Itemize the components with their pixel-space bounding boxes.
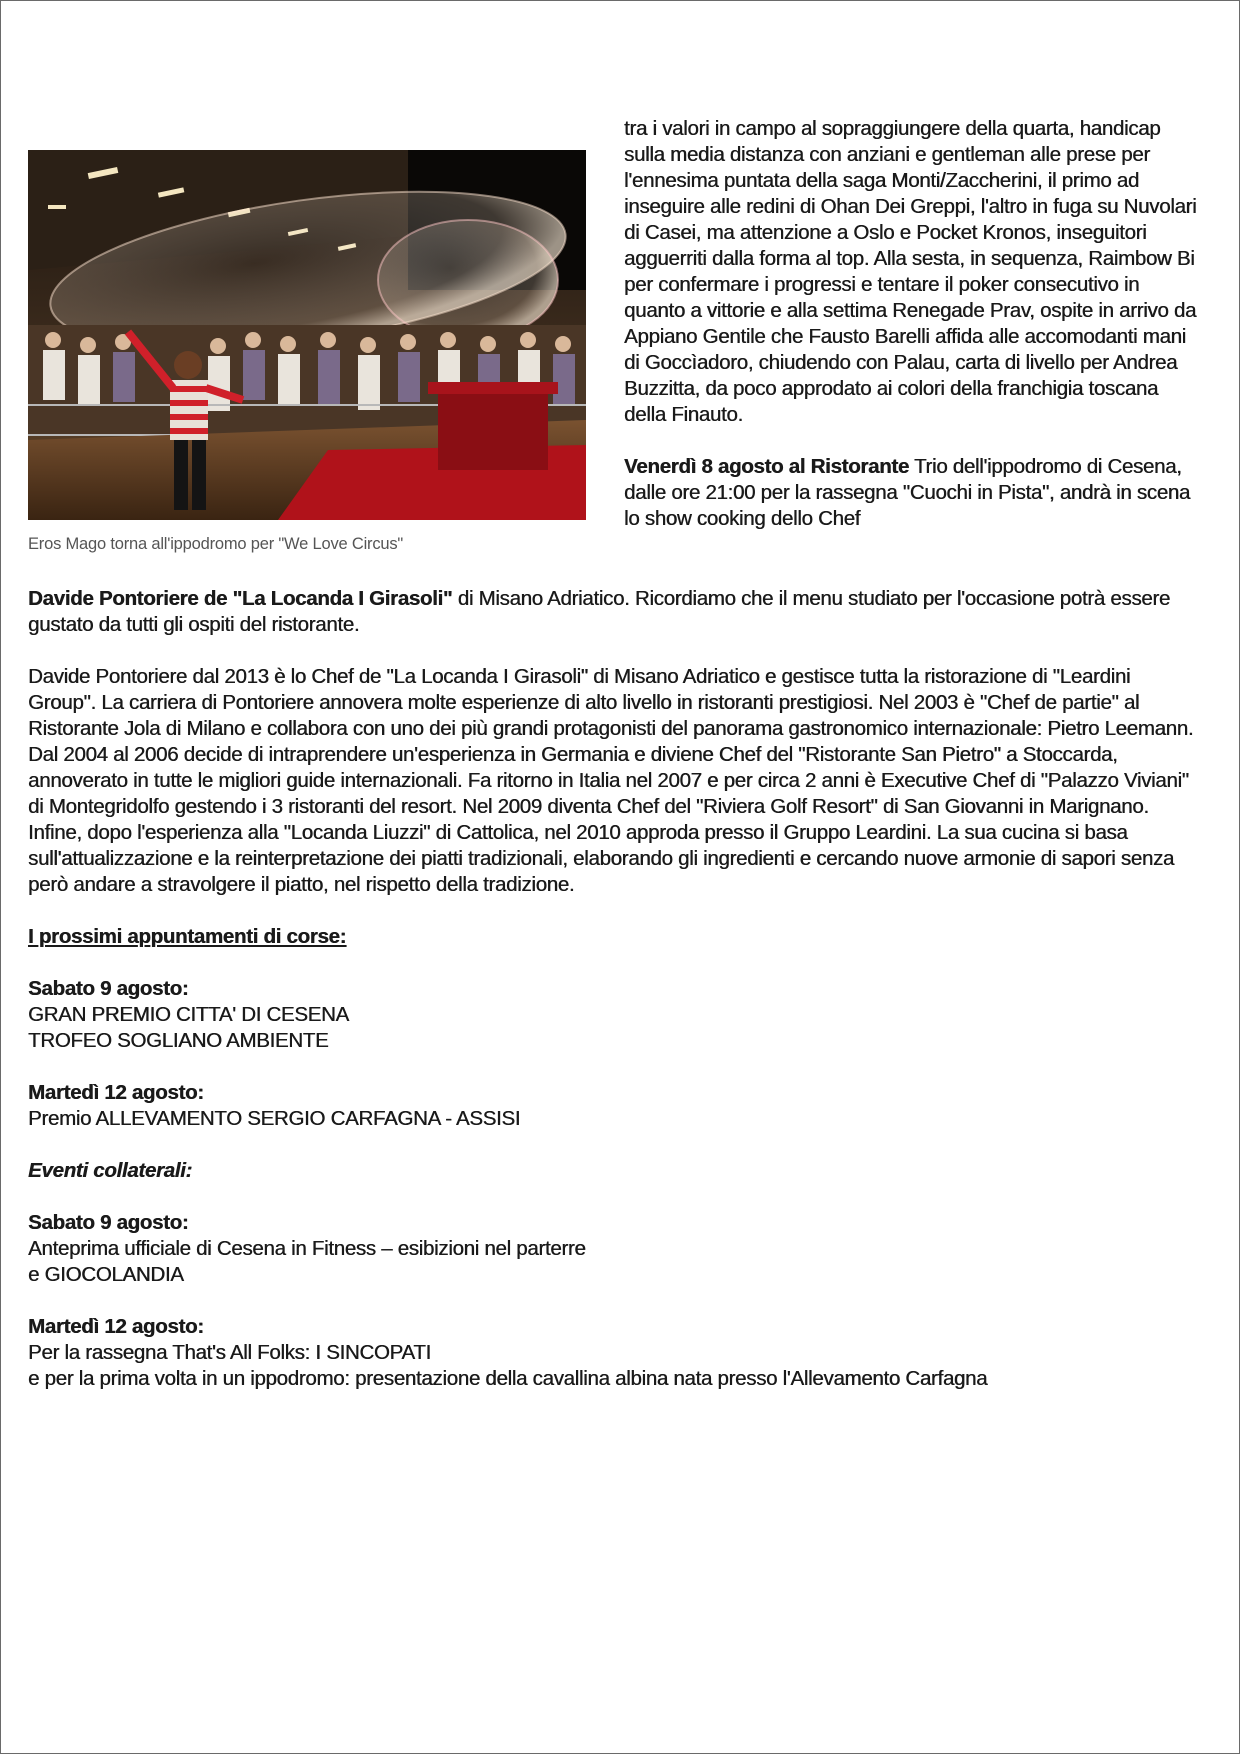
paragraph-event-intro	[624, 454, 1202, 532]
event-line: e GIOCOLANDIA	[28, 1263, 184, 1286]
race-line: TROFEO SOGLIANO AMBIENTE	[28, 1029, 329, 1052]
article-body	[28, 586, 1198, 1392]
chef-continued-rest: di Misano Adriatico. Ricordiamo che il menu studiato per l'occasione potrà essere gustato da tutti gli ospiti del ristorante.	[28, 587, 1171, 636]
race-date: Martedì 12 agosto:	[28, 1081, 204, 1104]
event-intro-rest: Trio dell'ippodromo di Cesena, dalle ore 21:00 per la rassegna "Cuochi in Pista", andrà in scena lo show cooking dello Chef	[624, 455, 1190, 530]
chef-name-bold: Davide Pontoriere de "La Locanda I Girasoli"	[28, 587, 453, 610]
article-photo	[28, 150, 586, 520]
event-line: Anteprima ufficiale di Cesena in Fitness – esibizioni nel parterre	[28, 1237, 586, 1260]
events-heading: Eventi collaterali:	[28, 1159, 193, 1182]
event-intro-bold: Venerdì 8 agosto al Ristorante	[624, 455, 909, 478]
race-line: Premio ALLEVAMENTO SERGIO CARFAGNA - ASSISI	[28, 1107, 521, 1130]
race-line: GRAN PREMIO CITTA' DI CESENA	[28, 1003, 349, 1026]
event-date: Sabato 9 agosto:	[28, 1211, 189, 1234]
paragraph-chef-bio: Davide Pontoriere dal 2013 è lo Chef de "La Locanda I Girasoli" di Misano Adriatico e gestisce tutta la ristorazione di "Leardini Group". La carriera di Pontoriere annovera molte esperienze di alto livello in ristoranti prestigiosi. Nel 2003 è "Chef de partie" al Ristorante Jola di Milano e collabora con uno dei più grandi protagonisti del panorama gastronomico internazionale: Pietro Leemann. Dal 2004 al 2006 decide di intraprendere un'esperienza in Germania e diviene Chef del "Ristorante San Pietro" a Stoccarda, annoverato in tutte le migliori guide internazionali. Fa ritorno in Italia nel 2007 e per circa 2 anni è Executive Chef di "Palazzo Viviani" di Montegridolfo gestendo i 3 ristoranti del resort. Nel 2009 diventa Chef del "Riviera Golf Resort" di San Giovanni in Marignano. Infine, dopo l'esperienza alla "Locanda Liuzzi" di Cattolica, nel 2010 approda presso il Gruppo Leardini. La sua cucina si basa sull'attualizzazione e la reinterpretazione dei piatti tradizionali, elaborando gli ingredienti e cercando nuove armonie di sapori senza però andare a stravolgere il piatto, nel rispetto della tradizione.	[28, 665, 1194, 896]
photo-block	[28, 150, 586, 554]
event-date: Martedì 12 agosto:	[28, 1315, 204, 1338]
races-heading: I prossimi appuntamenti di corse:	[28, 925, 347, 948]
paragraph-race-program: tra i valori in campo al sopraggiungere della quarta, handicap sulla media distanza con anziani e gentleman alle prese per l'ennesima puntata della saga Monti/Zaccherini, il primo ad inseguire alle redini di Ohan Dei Greppi, l'altro in fuga su Nuvolari di Casei, ma attenzione a Oslo e Pocket Kronos, inseguitori agguerriti dalla forma al top. Alla sesta, in sequenza, Raimbow Bi per confermare i progressi e tentare il poker consecutivo in quanto a vittorie e alla settima Renegade Prav, ospite in arrivo da Appiano Gentile che Fausto Barelli affida alle accomodanti mani di Goccìadoro, chiudendo con Palau, carta di livello per Andrea Buzzitta, da poco approdato ai colori della franchigia toscana della Finauto.	[624, 117, 1197, 426]
paragraph-chef-continued	[28, 586, 1198, 638]
event-line: Per la rassegna That's All Folks: I SINCOPATI	[28, 1341, 431, 1364]
event-line: e per la prima volta in un ippodromo: presentazione della cavallina albina nata presso l'Allevamento Carfagna	[28, 1367, 988, 1390]
race-date: Sabato 9 agosto:	[28, 977, 189, 1000]
photo-caption: Eros Mago torna all'ippodromo per "We Love Circus"	[28, 535, 404, 553]
top-right-column	[624, 116, 1202, 532]
